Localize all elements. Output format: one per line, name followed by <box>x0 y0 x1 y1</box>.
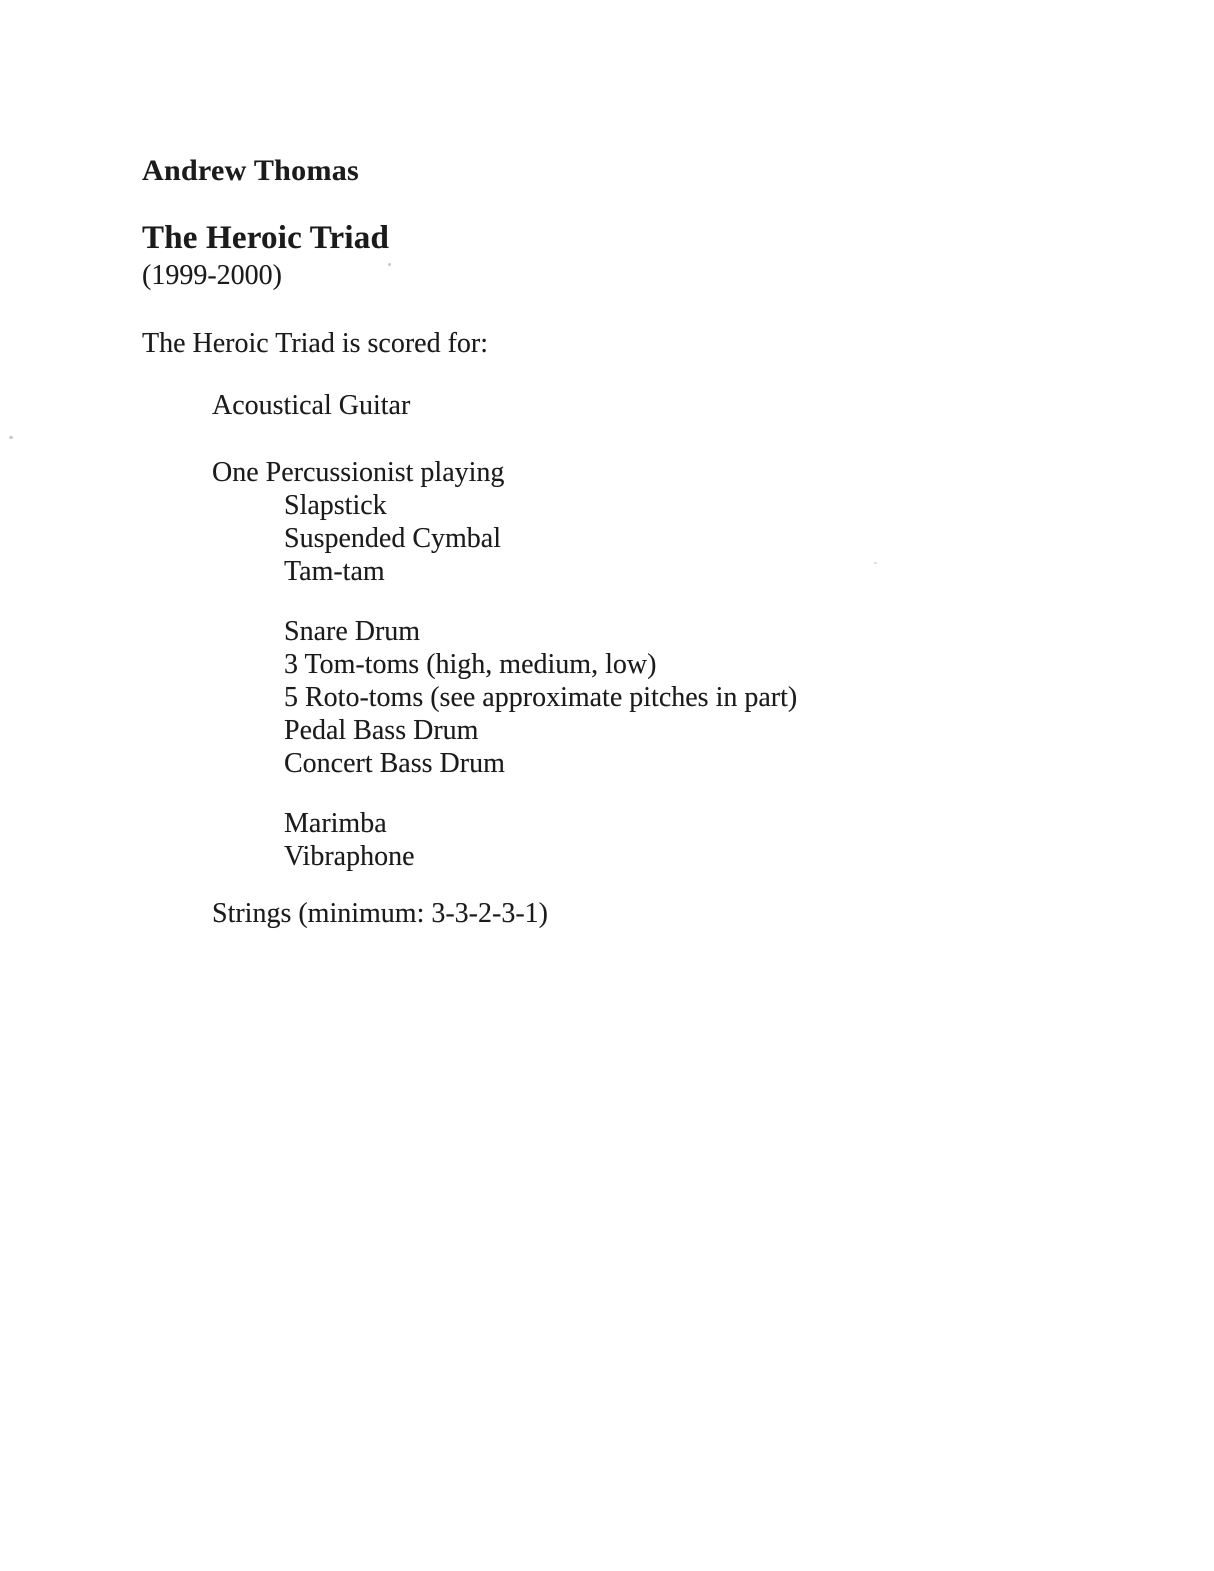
instrument-group-percussion <box>142 456 1154 588</box>
instrument-line: Snare Drum <box>284 616 421 647</box>
instrument-group-guitar <box>142 389 1154 422</box>
instrument-line: Tam-tam <box>284 556 385 587</box>
scoring-intro-line: The Heroic Triad is scored for: <box>142 328 489 359</box>
instrument-group-drums <box>142 615 1154 780</box>
composition-years: (1999-2000) <box>142 260 282 291</box>
instrument-line: Vibraphone <box>284 841 415 872</box>
instrument-group-strings <box>142 897 1154 930</box>
scan-speck <box>9 436 13 439</box>
instrument-line: Suspended Cymbal <box>284 523 501 554</box>
document-content <box>142 153 1154 930</box>
instrument-group-mallets <box>142 807 1154 873</box>
instrument-line: Pedal Bass Drum <box>284 715 479 746</box>
instrument-line: 3 Tom-toms (high, medium, low) <box>284 649 657 680</box>
instrument-line: Acoustical Guitar <box>212 390 411 421</box>
instrument-line: Marimba <box>284 808 387 839</box>
instrument-line: Strings (minimum: 3-3-2-3-1) <box>212 898 548 929</box>
author-name: Andrew Thomas <box>142 154 360 187</box>
work-title: The Heroic Triad <box>142 220 390 256</box>
instrument-line: 5 Roto-toms (see approximate pitches in part) <box>284 682 798 713</box>
instrument-line: Concert Bass Drum <box>284 748 505 779</box>
instrument-line: One Percussionist playing <box>212 457 505 488</box>
instrument-line: Slapstick <box>284 490 387 521</box>
